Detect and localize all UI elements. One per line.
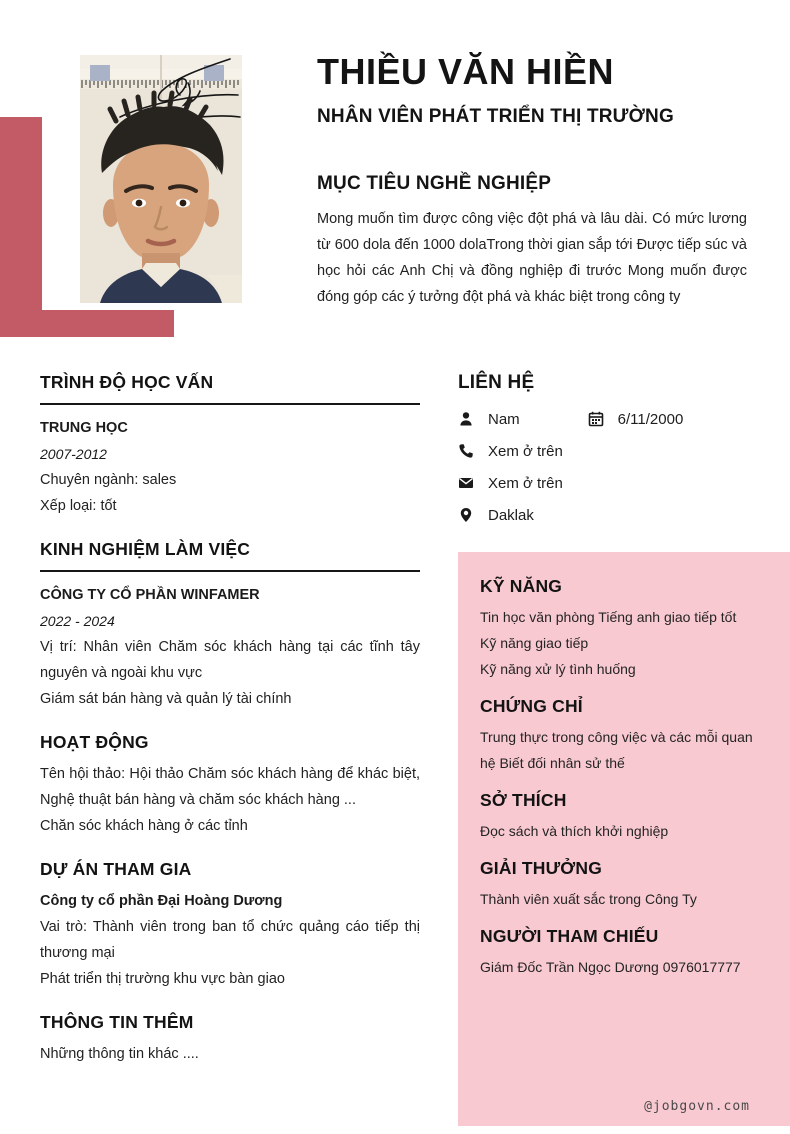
section-contact: [458, 372, 790, 531]
calendar-icon: [588, 411, 604, 427]
objective-text: Mong muốn tìm được công việc đột phá và lâu dài. Có mức lương từ 600 dola đến 1000 dolaTrong thời gian sắp tới Được tiếp súc và học hỏi các Anh Chị và đồng nghiệp đi trước Mong muốn được đóng góp các ý tưởng đột phá và khác biệt trong công ty: [317, 210, 747, 305]
objective-heading: MỤC TIÊU NGHỀ NGHIỆP: [317, 172, 552, 194]
skill-item: Kỹ năng xử lý tình huống: [480, 661, 636, 677]
section-heading: HOẠT ĐỘNG: [40, 732, 149, 752]
education-major: Chuyên ngành: sales: [40, 472, 177, 488]
experience-duty: Giám sát bán hàng và quản lý tài chính: [40, 691, 292, 707]
section-heading: TRÌNH ĐỘ HỌC VẤN: [40, 372, 420, 405]
candidate-job-title: NHÂN VIÊN PHÁT TRIỂN THỊ TRƯỜNG: [317, 105, 674, 127]
section-experience: [40, 539, 420, 712]
watermark: @jobgovn.com: [644, 1099, 750, 1114]
section-heading: THÔNG TIN THÊM: [40, 1012, 194, 1032]
activity-line: Chăn sóc khách hàng ở các tỉnh: [40, 818, 248, 834]
skills-heading: KỸ NĂNG: [480, 576, 563, 596]
left-column: [40, 372, 420, 1126]
skill-item: Kỹ năng giao tiếp: [480, 635, 589, 651]
section-additional-info: [40, 1012, 420, 1067]
contact-email: Xem ở trên: [488, 474, 563, 492]
contact-row-location: [458, 499, 790, 531]
contact-row-phone: [458, 435, 790, 467]
education-period: 2007-2012: [40, 446, 107, 462]
section-education: [40, 372, 420, 519]
contact-phone: Xem ở trên: [488, 442, 563, 460]
red-accent-vertical-bar: [0, 117, 42, 337]
red-accent-horizontal-bar: [0, 310, 174, 337]
award-item: Thành viên xuất sắc trong Công Ty: [480, 891, 697, 907]
candidate-name: THIỀU VĂN HIỀN: [317, 51, 615, 92]
additional-info-line: Những thông tin khác ....: [40, 1046, 199, 1062]
contact-location: Daklak: [488, 506, 534, 524]
education-school: TRUNG HỌC: [40, 420, 128, 436]
activity-line: Tên hội thảo: Hội thảo Chăm sóc khách hàng để khác biệt, Nghệ thuật bán hàng và chăm sóc khách hàng ...: [40, 766, 420, 808]
project-role: Vai trò: Thành viên trong ban tổ chức quảng cáo tiếp thị thương mại: [40, 919, 420, 961]
contact-heading: LIÊN HỆ: [458, 372, 535, 393]
contact-birthdate: 6/11/2000: [617, 410, 684, 428]
section-heading: DỰ ÁN THAM GIA: [40, 859, 192, 879]
section-activities: [40, 732, 420, 839]
profile-photo-illustration: [80, 55, 242, 303]
certificates-heading: CHỨNG CHỈ: [480, 696, 583, 716]
sidebar-pink-panel: [458, 552, 790, 1126]
section-projects: [40, 859, 420, 992]
experience-company: CÔNG TY CỔ PHẦN WINFAMER: [40, 587, 260, 603]
profile-photo: [80, 55, 242, 303]
project-company: Công ty cổ phần Đại Hoàng Dương: [40, 893, 283, 909]
experience-role: Vị trí: Nhân viên Chăm sóc khách hàng tại các tĩnh tây nguyên và ngoài khu vực: [40, 639, 420, 681]
experience-period: 2022 - 2024: [40, 613, 115, 629]
right-column: [458, 372, 790, 1126]
section-heading: KINH NGHIỆM LÀM VIỆC: [40, 539, 420, 572]
awards-heading: GIẢI THƯỞNG: [480, 858, 603, 878]
hobby-item: Đọc sách và thích khởi nghiệp: [480, 823, 669, 839]
hobbies-heading: SỞ THÍCH: [480, 790, 567, 810]
skill-item: Tin học văn phòng Tiếng anh giao tiếp tốt: [480, 609, 737, 625]
location-pin-icon: [458, 507, 474, 523]
references-heading: NGƯỜI THAM CHIẾU: [480, 926, 659, 946]
contact-row-gender-birthdate: [458, 403, 790, 435]
reference-item: Giám Đốc Trần Ngọc Dương 0976017777: [480, 959, 741, 975]
contact-gender: Nam: [488, 410, 520, 428]
person-icon: [458, 411, 474, 427]
certificate-item: Trung thực trong công việc và các mỗi quan hệ Biết đối nhân sử thế: [480, 729, 753, 771]
education-rank: Xếp loại: tốt: [40, 498, 117, 514]
phone-icon: [458, 443, 474, 459]
contact-row-email: [458, 467, 790, 499]
envelope-icon: [458, 475, 474, 491]
project-duty: Phát triển thị trường khu vực bàn giao: [40, 971, 285, 987]
